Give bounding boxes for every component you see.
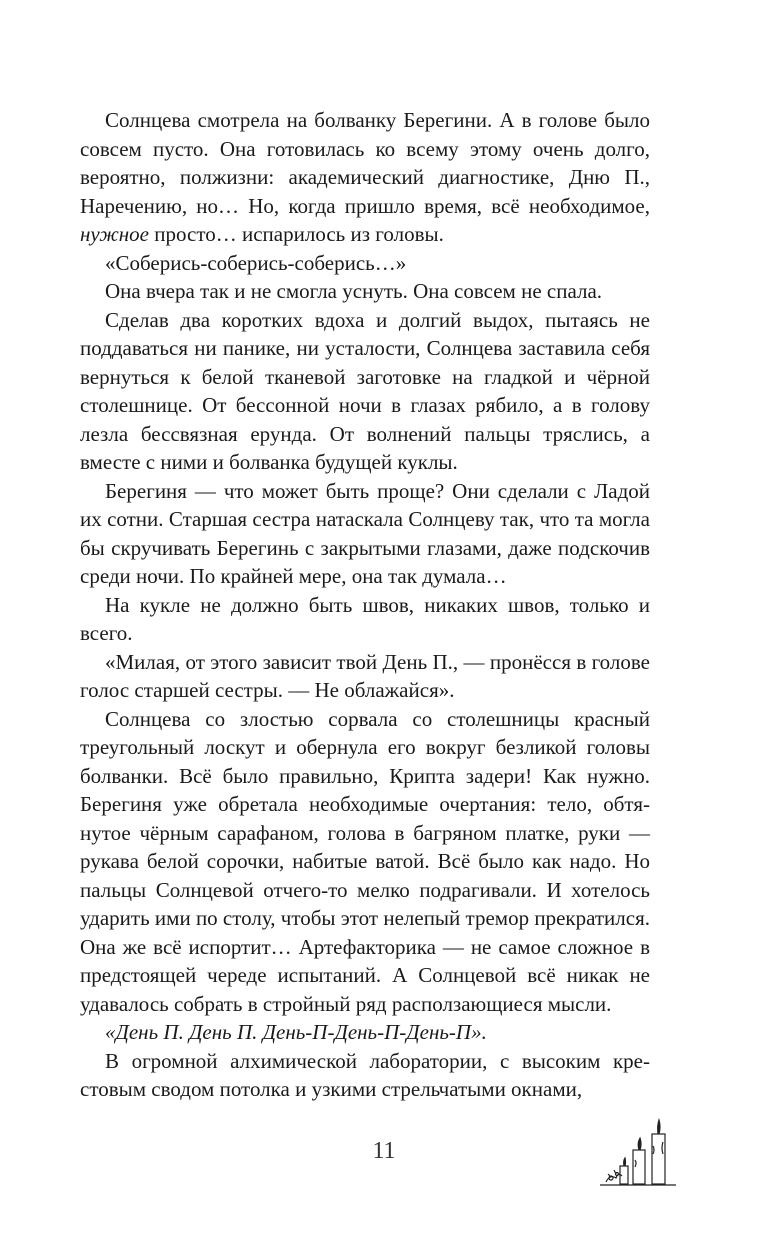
- paragraph-7: «Милая, от этого зависит твой День П., — пронёсся в голове голос старшей сестры. — Не облажайся».: [80, 649, 650, 702]
- paragraph-1-text: Солнцева смотрела на болванку Берегини. А в голове было совсем пусто. Она готовилась ко всему этому очень долго, вероятно, полжизни: академический диагностике, Дню П., Наречению, но… Но, когда пришло время, всё необходимое,: [80, 108, 650, 218]
- paragraph-1-italic: нужное: [80, 222, 149, 246]
- paragraph-1: [80, 106, 650, 249]
- page-body-text: [80, 106, 650, 1104]
- paragraph-2: «Соберись-соберись-соберись…»: [105, 250, 407, 275]
- page-number: 11: [372, 1138, 396, 1164]
- paragraph-9: [80, 1018, 650, 1047]
- candles-icon: [600, 1116, 676, 1188]
- paragraph-5: Берегиня — что может быть проще? Они сделали с Ладой их сотни. Старшая сестра натаскала Солнцеву так, что та могла бы скручивать Берегинь с закрытыми глазами, даже подскочив среди ночи. По крайней мере, она так думала…: [80, 478, 650, 588]
- paragraph-9-italic: «День П. День П. День-П-День-П-День-П».: [105, 1020, 487, 1044]
- paragraph-3: Она вчера так и не смогла уснуть. Она совсем не спала.: [105, 279, 603, 303]
- paragraph-10: В огромной алхимической лаборатории, с высоким крестовым сводом потолка и узкими стрельчатыми окнами,: [80, 1048, 650, 1101]
- paragraph-1-tail: просто… испарилось из головы.: [149, 222, 444, 246]
- paragraph-6: На кукле не должно быть швов, никаких швов, только и всего.: [80, 592, 650, 645]
- paragraph-4: Сделав два коротких вдоха и долгий выдох, пытаясь не поддаваться ни панике, ни усталости, Солнцева заставила себя вернуться к белой тканевой заготовке на гладкой и чёрной столешнице. От бессонной ночи в глазах рябило, а в голову лезла бессвязная ерунда. От волнений пальцы тряслись, а вместе с ними и болванка будущей куклы.: [80, 307, 650, 474]
- paragraph-8: Солнцева со злостью сорвала со столешницы красный треугольный лоскут и обернула его вокруг безликой головы болванки. Всё было правильно, Крипта задери! Как нужно. Берегиня уже обретала необходимые очертания: тело, обтянутое чёрным сарафаном, голова в багряном платке, руки — рукава белой сорочки, набитые ватой. Всё было как надо. Но пальцы Солнцевой отчего-то мелко подрагивали. И хотелось ударить ими по столу, чтобы этот нелепый тремор прекратился. Она же всё испортит… Артефакторика — не самое сложное в предстоящей череде испытаний. А Солнцевой всё никак не удавалось собрать в стройный ряд расползающиеся мысли.: [80, 706, 650, 1016]
